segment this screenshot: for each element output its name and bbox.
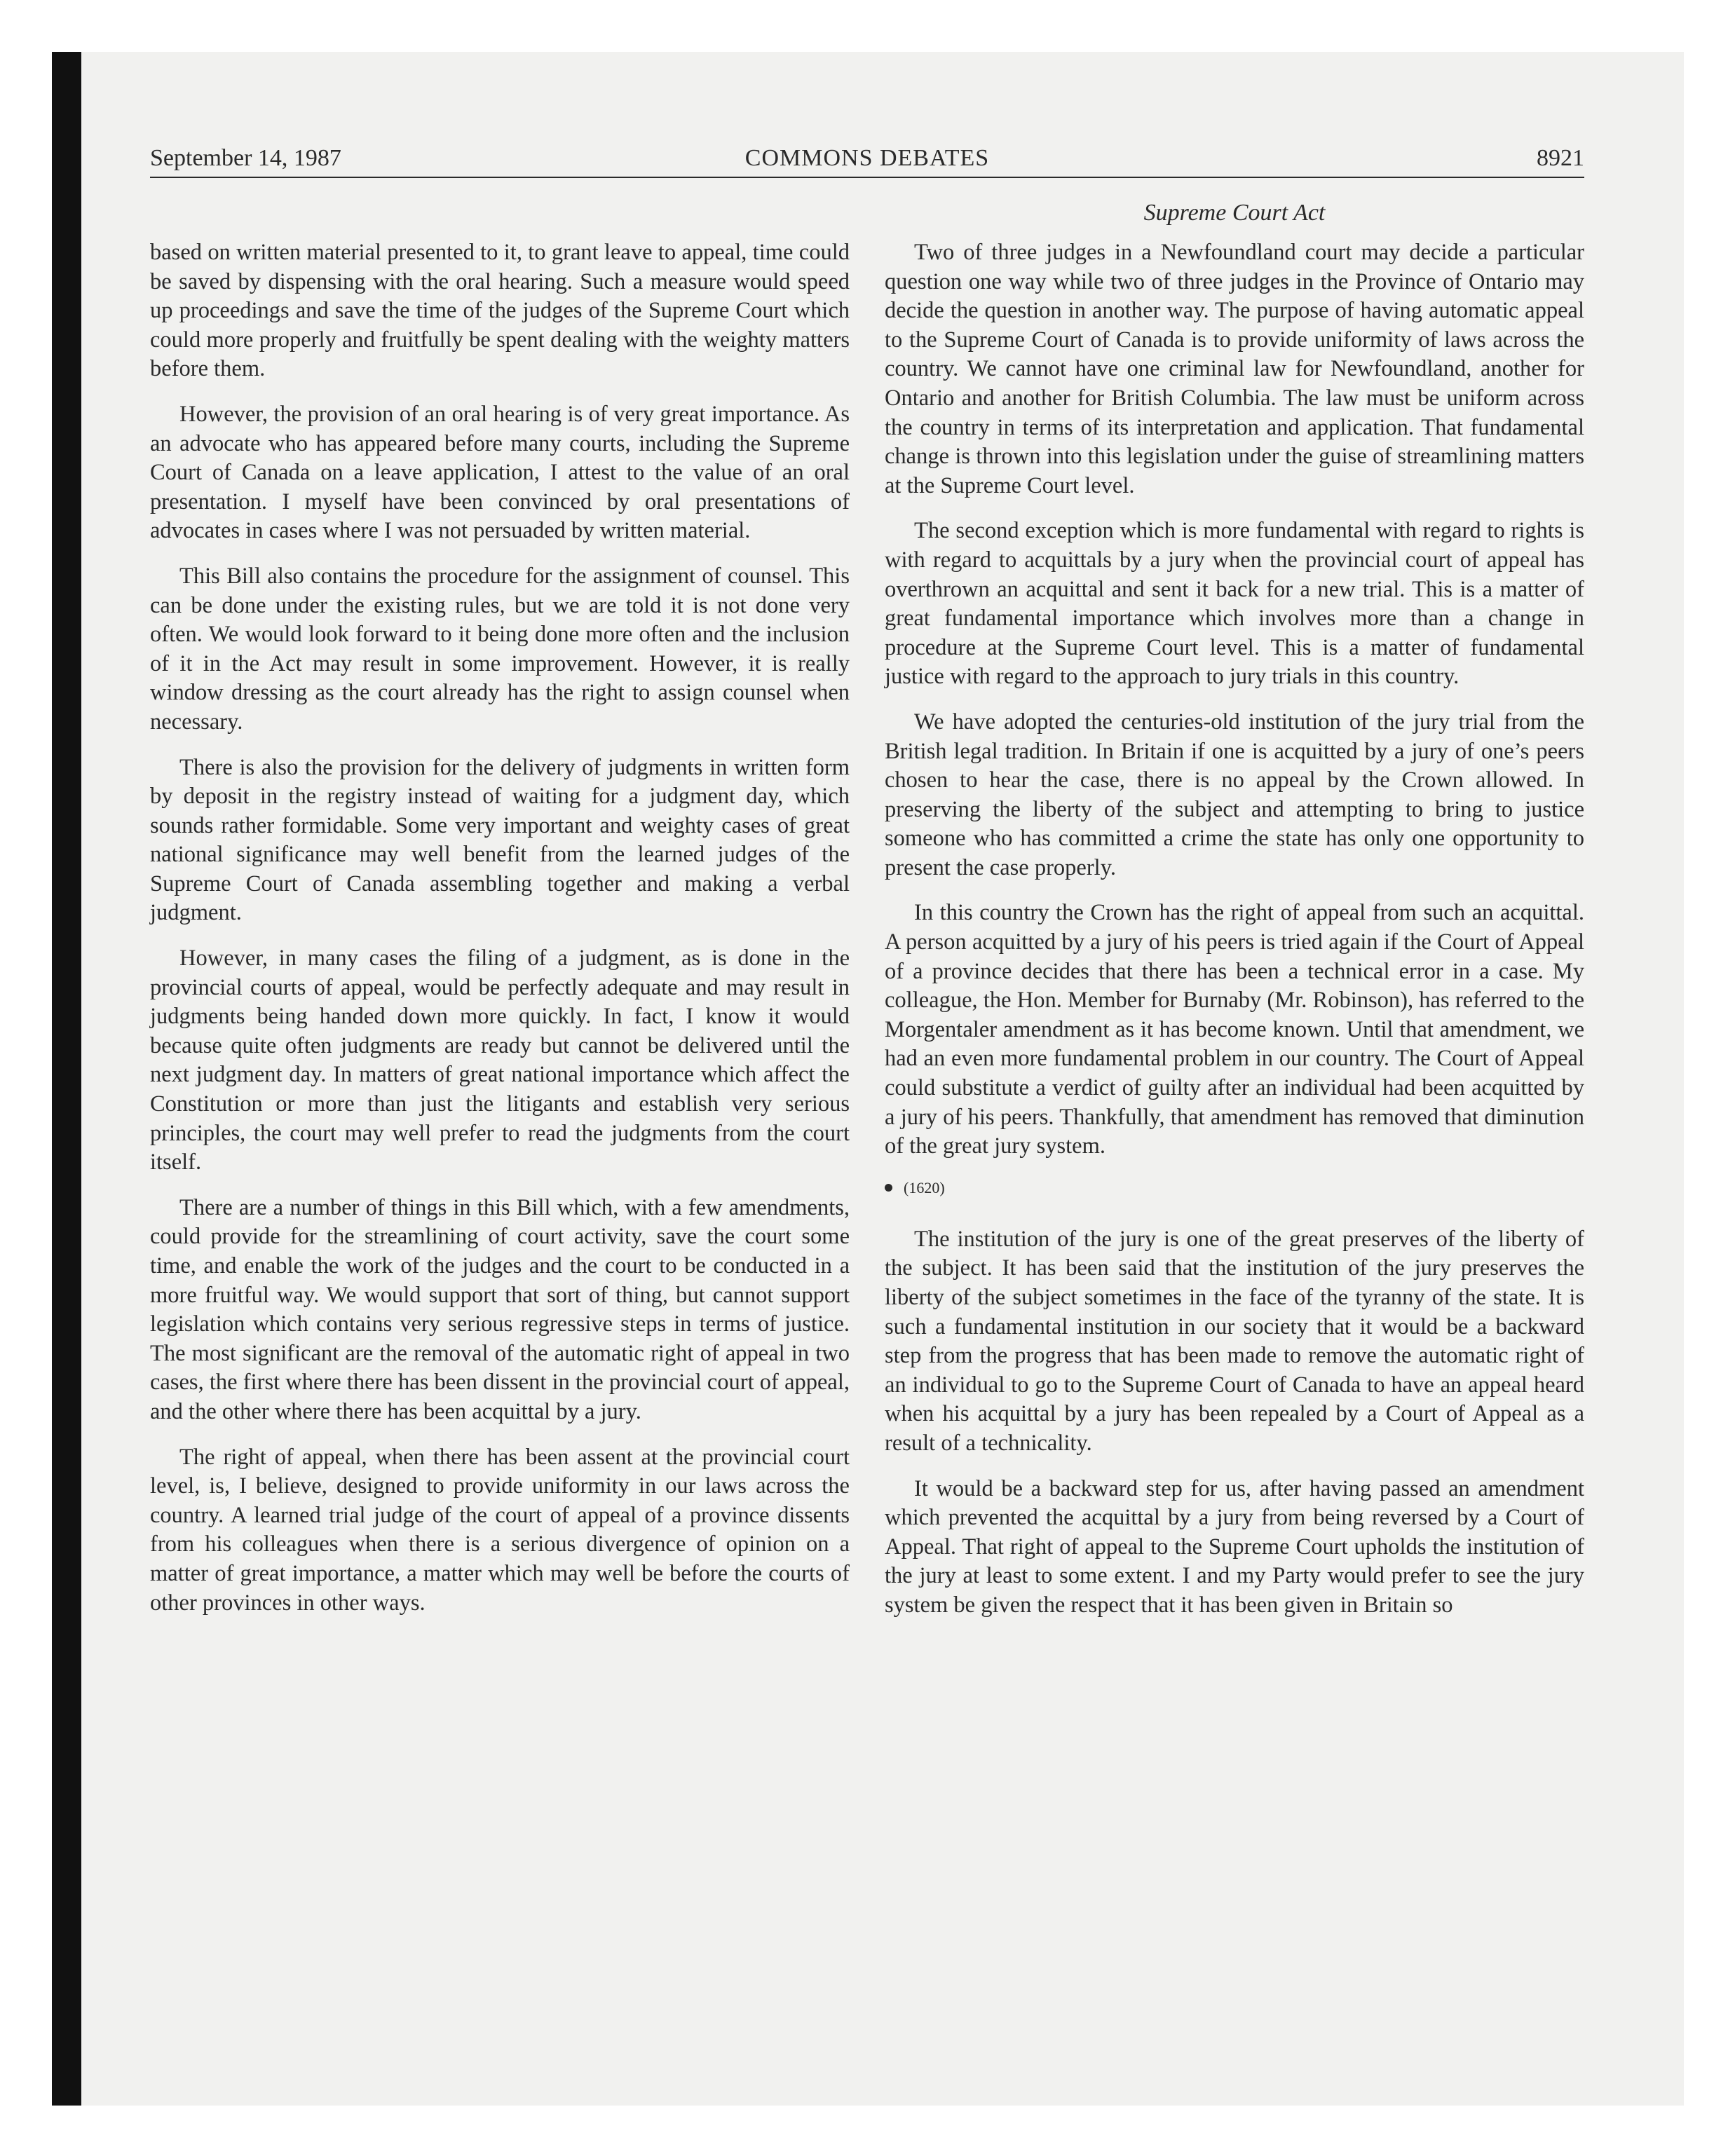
paragraph: We have adopted the centuries-old institution of the jury trial from the British legal tradition. In Britain if one is acquitted by a jury of one’s peers chosen to hear the case, there is no appeal by the Crown allowed. In preserving the liberty of the subject and attempting to bring to justice someone who has committed a crime the state has only one opportunity to present the case properly. (885, 709, 1584, 880)
time-marker (885, 1178, 1584, 1199)
paragraph: There is also the provision for the delivery of judgments in written form by deposit in the registry instead of waiting for a judgment day, which sounds rather formidable. Some very important and weighty cases of great national significance may well benefit from the learned judges of the Supreme Court of Canada assembling together and making a verbal judgment. (150, 754, 850, 926)
header-rule (150, 177, 1584, 178)
scan-binding-edge (52, 52, 81, 2106)
paragraph: However, in many cases the filing of a judgment, as is done in the provincial courts of appeal, would be perfectly adequate and may result in judgments being handed down more quickly. In fact, I know it would because quite often judgments are ready but cannot be delivered until the next judgment day. In matters of great national importance which affect the Constitution or more than just the litigants and establish very serious principles, the court may well prefer to read the judgments from the court itself. (150, 946, 850, 1175)
paragraph: Two of three judges in a Newfoundland court may decide a particular question one way while two of three judges in the Province of Ontario may decide the question in another way. The purpose of having automatic appeal to the Supreme Court of Canada is to provide uniformity of laws across the country. We cannot have one criminal law for Newfoundland, another for Ontario and another for British Columbia. The law must be uniform across the country in terms of its interpretation and application. That fundamental change is thrown into this legislation under the guise of streamlining matters at the Supreme Court level. (885, 240, 1584, 498)
right-column (885, 238, 1584, 1637)
header-page-number: 8921 (1537, 145, 1584, 171)
bullet-dot-icon (885, 1184, 892, 1192)
paragraph: based on written material presented to it, to grant leave to appeal, time could be saved by dispensing with the oral hearing. Such a measure would speed up proceedings and save the time of the judges of the Supreme Court which could more properly and fruitfully be spent dealing with the weighty matters before them. (150, 240, 850, 382)
paragraph: There are a number of things in this Bill which, with a few amendments, could provide for the streamlining of court activity, save the court some time, and enable the work of the judges and the court to be conducted in a more fruitful way. We would support that sort of thing, but cannot support legislation which contains very serious regressive steps in terms of justice. The most significant are the removal of the automatic right of appeal in two cases, the first where there has been dissent in the provincial court of appeal, and the other where there has been acquittal by a jury. (150, 1194, 850, 1424)
paragraph: In this country the Crown has the right of appeal from such an acquittal. A person acquitted by a jury of his peers is tried again if the Court of Appeal of a province decides that there has been a technical error in a case. My colleague, the Hon. Member for Burnaby (Mr. Robinson), has referred to the Morgentaler amendment as it has become known. Until that amendment, we had an even more fundamental problem in our country. The Court of Appeal could substitute a verdict of guilty after an individual had been acquitted by a jury of his peers. Thankfully, that amendment has removed that diminution of the great jury system. (885, 900, 1584, 1159)
paragraph: The right of appeal, when there has been assent at the provincial court level, is, I believe, designed to provide uniformity in our laws across the country. A learned trial judge of the court of appeal of a province dissents from his colleagues when there is a serious divergence of opinion on a matter of great importance, a matter which may well be before the courts of other provinces in other ways. (150, 1444, 850, 1616)
paragraph: The second exception which is more fundamental with regard to rights is with regard to acquittals by a jury when the provincial court of appeal has overthrown an acquittal and sent it back for a new trial. This is a matter of great fundamental importance which involves more than a change in procedure at the Supreme Court level. This is a matter of fundamental justice with regard to the approach to jury trials in this country. (885, 518, 1584, 690)
paragraph: This Bill also contains the procedure for the assignment of counsel. This can be done under the existing rules, but we are told it is not done very often. We would look forward to it being done more often and the inclusion of it in the Act may result in some improvement. However, it is really window dressing as the court already has the right to assign counsel when necessary. (150, 563, 850, 735)
header-journal-title: COMMONS DEBATES (744, 145, 990, 171)
left-column (150, 238, 850, 1634)
time-marker-label: (1620) (904, 1178, 945, 1196)
paragraph: However, the provision of an oral hearing is of very great importance. As an advocate who has appeared before many courts, including the Supreme Court of Canada on a leave application, I attest to the value of an oral presentation. I myself have been convinced by oral presentations of advocates in cases where I was not persuaded by written material. (150, 401, 850, 544)
paragraph: It would be a backward step for us, after having passed an amendment which prevented the acquittal by a jury from being reversed by a Court of Appeal. That right of appeal to the Supreme Court upholds the institution of the jury at least to some extent. I and my Party would prefer to see the jury system be given the respect that it has been given in Britain so (885, 1475, 1584, 1618)
running-head (150, 140, 1584, 177)
paragraph: The institution of the jury is one of the great preserves of the liberty of the subject. It has been said that the institution of the jury preserves the liberty of the subject sometimes in the face of the tyranny of the state. It is such a fundamental institution in our society that it would be a backward step from the progress that has been made to remove the automatic right of an individual to go to the Supreme Court of Canada to have an appeal heard when his acquittal by a jury has been repealed by a Court of Appeal as a result of a technicality. (885, 1226, 1584, 1456)
section-title: Supreme Court Act (1143, 200, 1326, 226)
header-date: September 14, 1987 (150, 145, 341, 171)
